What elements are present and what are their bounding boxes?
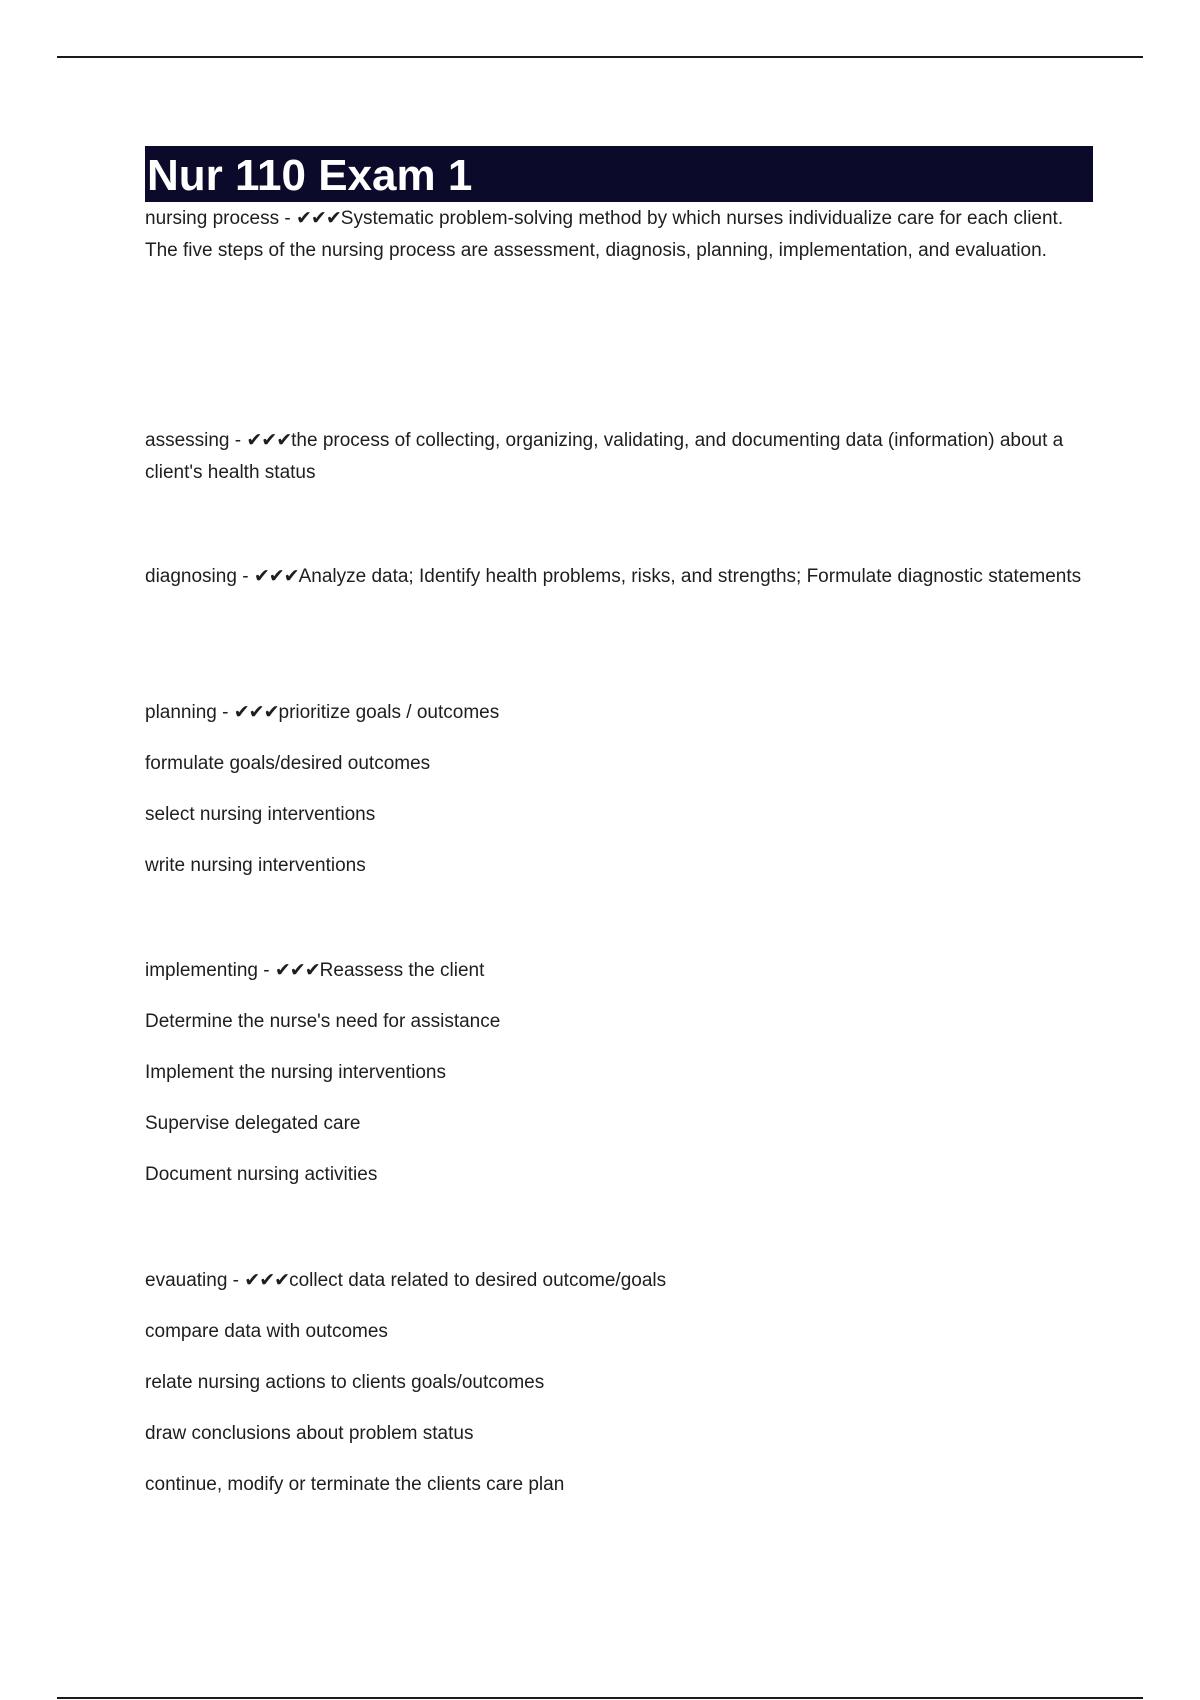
entry-separator: - bbox=[216, 702, 234, 723]
entry-separator: - bbox=[229, 430, 247, 451]
entry-definition: Analyze data; Identify health problems, risks, and strengths; Formulate diagnostic statements bbox=[298, 566, 1082, 587]
entry-term: assessing bbox=[145, 430, 230, 451]
entry-definition: collect data related to desired outcome/goals bbox=[289, 1270, 667, 1291]
entry-term: planning bbox=[145, 702, 217, 723]
entry-extra-line: compare data with outcomes bbox=[145, 1321, 388, 1342]
entry-definition: Systematic problem-solving method by which nurses individualize care for each client. The five steps of the nursing process are assessment, diagnosis, planning, implementation, and evaluation. bbox=[145, 208, 1064, 261]
entry-term: diagnosing bbox=[145, 566, 237, 587]
top-rule bbox=[57, 56, 1143, 58]
entry-nursing-process bbox=[145, 202, 1093, 267]
check-mark-icon: ✔✔✔ bbox=[274, 959, 320, 981]
entry-extra-line: draw conclusions about problem status bbox=[145, 1423, 474, 1444]
check-mark-icon: ✔✔✔ bbox=[233, 701, 279, 723]
entry-term: implementing bbox=[145, 960, 258, 981]
entry-definition: prioritize goals / outcomes bbox=[278, 702, 500, 723]
entry-definition: the process of collecting, organizing, validating, and documenting data (information) about a client's health status bbox=[145, 430, 1064, 483]
check-mark-icon: ✔✔✔ bbox=[244, 1269, 290, 1291]
entry-separator: - bbox=[279, 208, 297, 229]
entry-extra-line: Document nursing activities bbox=[145, 1164, 378, 1185]
entry-extra-line: Determine the nurse's need for assistance bbox=[145, 1011, 501, 1032]
entry-extra-line: Implement the nursing interventions bbox=[145, 1062, 446, 1083]
check-mark-icon: ✔✔✔ bbox=[253, 565, 299, 587]
entry-extra-line: write nursing interventions bbox=[145, 855, 366, 876]
entry-implementing bbox=[145, 954, 1093, 1191]
entry-term: evauating bbox=[145, 1270, 228, 1291]
document-content bbox=[145, 146, 1093, 1495]
entry-extra-line: select nursing interventions bbox=[145, 804, 376, 825]
document-title: Nur 110 Exam 1 bbox=[147, 151, 473, 200]
entry-separator: - bbox=[227, 1270, 245, 1291]
entry-assessing bbox=[145, 424, 1093, 489]
title-bar bbox=[145, 146, 1093, 202]
entry-planning bbox=[145, 696, 1093, 882]
entry-diagnosing bbox=[145, 560, 1093, 593]
entry-extra-line: Supervise delegated care bbox=[145, 1113, 361, 1134]
entry-separator: - bbox=[258, 960, 275, 981]
entry-separator: - bbox=[236, 566, 254, 587]
check-mark-icon: ✔✔✔ bbox=[246, 429, 292, 451]
entry-definition: Reassess the client bbox=[319, 960, 485, 981]
entry-evaluating bbox=[145, 1264, 1093, 1501]
entry-term: nursing process bbox=[145, 208, 280, 229]
entry-extra-line: relate nursing actions to clients goals/outcomes bbox=[145, 1372, 545, 1393]
entry-extra-line: continue, modify or terminate the clients care plan bbox=[145, 1474, 565, 1495]
bottom-rule bbox=[57, 1697, 1143, 1699]
check-mark-icon: ✔✔✔ bbox=[296, 207, 341, 229]
entry-extra-line: formulate goals/desired outcomes bbox=[145, 753, 431, 774]
